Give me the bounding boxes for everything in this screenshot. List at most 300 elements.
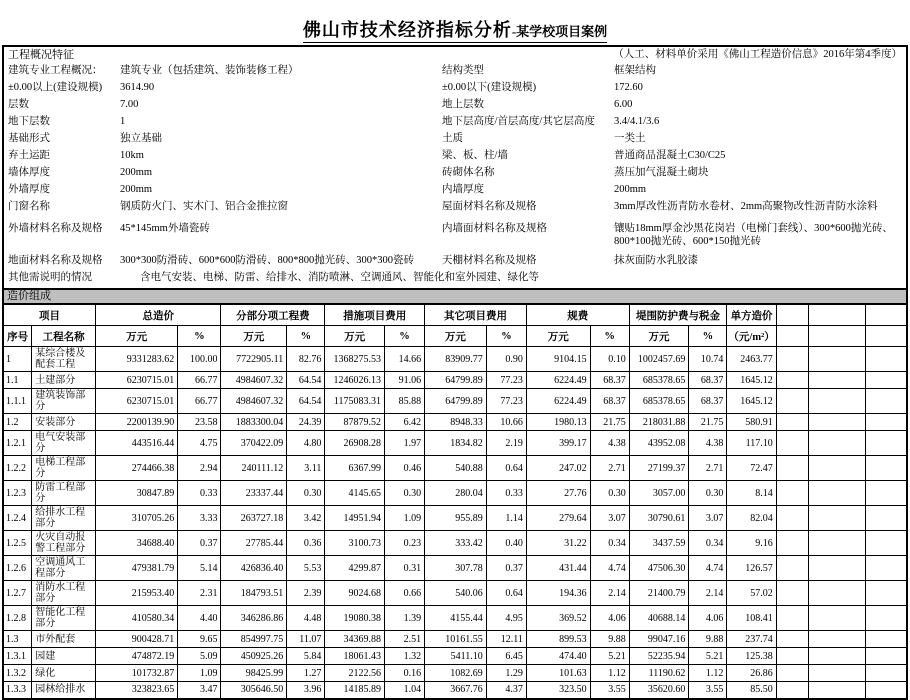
table-row	[3, 431, 907, 456]
value-cell: 0.30	[287, 481, 325, 506]
value-cell: 101732.87	[96, 665, 178, 682]
value-cell: 9331283.62	[96, 347, 178, 372]
value-cell: 4.38	[689, 431, 727, 456]
row-seq-cell: 1.3.1	[3, 648, 32, 665]
overview-row	[4, 80, 906, 97]
empty-cell	[808, 531, 866, 556]
overview-right-label: 结构类型	[442, 65, 484, 76]
empty-cell	[866, 556, 907, 581]
overview-right-value: 一类土	[614, 133, 646, 144]
value-cell: 323823.65	[96, 682, 178, 699]
overview-right-label: 天棚材料名称及规格	[442, 255, 537, 266]
overview-right-label: 地下层高度/首层高度/其它层高度	[442, 116, 595, 127]
overview-section-head	[4, 48, 906, 63]
value-cell: 399.17	[526, 431, 590, 456]
value-cell: 1.12	[590, 665, 629, 682]
value-cell: 26.86	[727, 665, 776, 682]
overview-left-value: 200mm	[120, 167, 153, 178]
empty-cell	[808, 481, 866, 506]
value-cell: 27785.44	[221, 531, 287, 556]
overview-right-value: 3mm厚改性沥青防水卷材、2mm高聚物改性沥青防水涂料	[614, 201, 878, 212]
value-cell: 4.40	[178, 606, 221, 631]
value-cell: 474872.19	[96, 648, 178, 665]
row-seq-cell: 1.3.3	[3, 682, 32, 699]
value-cell: 26908.28	[325, 431, 385, 456]
value-cell: 0.23	[384, 531, 424, 556]
overview-right-value: 6.00	[614, 99, 633, 110]
overview-header: 工程概况特征	[8, 49, 74, 61]
value-cell: 1.97	[384, 431, 424, 456]
table-row	[3, 389, 907, 414]
title-suffix: -某学校项目案例	[511, 24, 608, 39]
value-cell: 4.74	[689, 556, 727, 581]
sub-header-cell: 万元	[325, 326, 385, 347]
overview-left-value: 3614.90	[120, 82, 155, 93]
empty-cell	[776, 506, 808, 531]
value-cell: 0.90	[486, 347, 526, 372]
cost-table-head	[3, 304, 907, 347]
overview-right-value: 框架结构	[614, 65, 656, 76]
value-cell: 0.40	[486, 531, 526, 556]
value-cell: 0.30	[384, 481, 424, 506]
value-cell: 1645.12	[727, 389, 776, 414]
value-cell: 854997.75	[221, 631, 287, 648]
value-cell: 2.71	[689, 456, 727, 481]
value-cell: 218031.88	[629, 414, 689, 431]
empty-cell	[866, 682, 907, 699]
value-cell: 0.36	[287, 531, 325, 556]
value-cell: 6367.99	[325, 456, 385, 481]
value-cell: 27199.37	[629, 456, 689, 481]
value-cell: 11190.62	[629, 665, 689, 682]
value-cell: 0.16	[384, 665, 424, 682]
overview-right-label: 土质	[442, 133, 463, 144]
table-row	[3, 631, 907, 648]
value-cell: 0.33	[178, 481, 221, 506]
overview-left-label: 层数	[8, 99, 29, 110]
empty-cell	[776, 581, 808, 606]
row-seq-cell: 1.2	[3, 414, 32, 431]
value-cell: 1082.69	[425, 665, 487, 682]
row-seq-cell: 1.3	[3, 631, 32, 648]
overview-right-label: 内墙厚度	[442, 184, 484, 195]
value-cell: 35620.60	[629, 682, 689, 699]
value-cell: 307.78	[425, 556, 487, 581]
value-cell: 21400.79	[629, 581, 689, 606]
value-cell: 194.36	[526, 581, 590, 606]
empty-cell	[808, 648, 866, 665]
value-cell: 52235.94	[629, 648, 689, 665]
value-cell: 1.09	[384, 506, 424, 531]
value-cell: 1.04	[384, 682, 424, 699]
empty-cell	[866, 531, 907, 556]
value-cell: 1368275.53	[325, 347, 385, 372]
value-cell: 2.14	[689, 581, 727, 606]
overview-right-label: ±0.00以下(建设规模)	[442, 82, 537, 93]
value-cell: 9.16	[727, 531, 776, 556]
value-cell: 8948.33	[425, 414, 487, 431]
empty-cell	[866, 347, 907, 372]
table-row	[3, 531, 907, 556]
value-cell: 1980.13	[526, 414, 590, 431]
overview-left-value: 200mm	[120, 184, 153, 195]
value-cell: 77.23	[486, 372, 526, 389]
value-cell: 310705.26	[96, 506, 178, 531]
value-cell: 6.45	[486, 648, 526, 665]
overview-left-label: 地下层数	[8, 116, 50, 127]
value-cell: 1002457.69	[629, 347, 689, 372]
sub-header-cell: （元/m²）	[727, 326, 776, 347]
overview-row	[4, 97, 906, 114]
value-cell: 6230715.01	[96, 372, 178, 389]
cost-section-header: 造价组成	[2, 290, 908, 303]
empty-cell	[776, 631, 808, 648]
value-cell: 0.31	[384, 556, 424, 581]
value-cell: 5.21	[590, 648, 629, 665]
value-cell: 117.10	[727, 431, 776, 456]
value-cell: 4.74	[590, 556, 629, 581]
overview-rows	[4, 63, 906, 270]
value-cell: 4299.87	[325, 556, 385, 581]
value-cell: 101.63	[526, 665, 590, 682]
value-cell: 0.64	[486, 456, 526, 481]
empty-cell	[866, 648, 907, 665]
value-cell: 64799.89	[425, 372, 487, 389]
project-name-cell: 防雷工程部分	[32, 481, 96, 506]
overview-left-label: 基础形式	[8, 133, 50, 144]
value-cell: 685378.65	[629, 372, 689, 389]
project-name-cell: 绿化	[32, 665, 96, 682]
overview-right-label: 屋面材料名称及规格	[442, 201, 537, 212]
overview-row	[4, 182, 906, 199]
empty-cell	[776, 648, 808, 665]
row-seq-cell: 1.2.3	[3, 481, 32, 506]
value-cell: 899.53	[526, 631, 590, 648]
value-cell: 6.42	[384, 414, 424, 431]
value-cell: 240111.12	[221, 456, 287, 481]
group-header-empty-cell	[808, 304, 866, 326]
value-cell: 184793.51	[221, 581, 287, 606]
table-row	[3, 347, 907, 372]
value-cell: 215953.40	[96, 581, 178, 606]
group-header-cell: 单方造价	[727, 304, 776, 326]
value-cell: 4984607.32	[221, 389, 287, 414]
empty-cell	[808, 606, 866, 631]
table-row	[3, 456, 907, 481]
value-cell: 3057.00	[629, 481, 689, 506]
overview-left-label: 地面材料名称及规格	[8, 255, 103, 266]
sub-header-cell: 万元	[629, 326, 689, 347]
value-cell: 333.42	[425, 531, 487, 556]
empty-cell	[776, 414, 808, 431]
value-cell: 4.37	[486, 682, 526, 699]
value-cell: 30847.89	[96, 481, 178, 506]
empty-cell	[776, 431, 808, 456]
value-cell: 247.02	[526, 456, 590, 481]
group-header-cell: 其它项目费用	[425, 304, 527, 326]
value-cell: 263727.18	[221, 506, 287, 531]
overview-left-label: 门窗名称	[8, 201, 50, 212]
value-cell: 23.58	[178, 414, 221, 431]
value-cell: 8.14	[727, 481, 776, 506]
value-cell: 900428.71	[96, 631, 178, 648]
value-cell: 3.55	[590, 682, 629, 699]
value-cell: 0.30	[689, 481, 727, 506]
value-cell: 5.21	[689, 648, 727, 665]
price-source-note: （人工、材料单价采用《佛山工程造价信息》2016年第4季度）	[613, 49, 902, 60]
overview-right-value: 抹灰面防水乳胶漆	[614, 255, 698, 266]
value-cell: 9.88	[689, 631, 727, 648]
project-name-cell: 智能化工程部分	[32, 606, 96, 631]
value-cell: 10.66	[486, 414, 526, 431]
overview-section	[2, 45, 908, 290]
value-cell: 64.54	[287, 389, 325, 414]
value-cell: 426836.40	[221, 556, 287, 581]
cost-table	[2, 303, 908, 700]
group-header-cell: 项目	[3, 304, 96, 326]
overview-row	[4, 253, 906, 270]
value-cell: 369.52	[526, 606, 590, 631]
overview-row	[4, 221, 906, 248]
overview-left-value: 建筑专业（包括建筑、装饰装修工程）	[120, 65, 299, 76]
overview-right-label: 内墙面材料名称及规格	[442, 223, 547, 234]
value-cell: 4.95	[486, 606, 526, 631]
sub-header-cell: 工程名称	[32, 326, 96, 347]
value-cell: 450925.26	[221, 648, 287, 665]
table-row	[3, 556, 907, 581]
row-seq-cell: 1.1.1	[3, 389, 32, 414]
empty-cell	[808, 556, 866, 581]
empty-cell	[808, 372, 866, 389]
overview-left-value: 1	[120, 116, 126, 127]
group-header-empty-cell	[776, 304, 808, 326]
value-cell: 4145.65	[325, 481, 385, 506]
value-cell: 126.57	[727, 556, 776, 581]
empty-cell	[866, 456, 907, 481]
table-row	[3, 581, 907, 606]
project-name-cell: 电气安装部分	[32, 431, 96, 456]
value-cell: 6224.49	[526, 389, 590, 414]
value-cell: 2.14	[590, 581, 629, 606]
value-cell: 3.96	[287, 682, 325, 699]
row-seq-cell: 1.3.2	[3, 665, 32, 682]
overview-right-label: 地上层数	[442, 99, 484, 110]
value-cell: 7722905.11	[221, 347, 287, 372]
sub-header-cell: 序号	[3, 326, 32, 347]
value-cell: 6230715.01	[96, 389, 178, 414]
overview-left-value: 300*300防滑砖、600*600防滑砖、800*800抛光砖、300*300瓷砖	[120, 255, 414, 266]
value-cell: 31.22	[526, 531, 590, 556]
value-cell: 0.33	[486, 481, 526, 506]
value-cell: 2200139.90	[96, 414, 178, 431]
sub-header-cell: %	[486, 326, 526, 347]
value-cell: 540.88	[425, 456, 487, 481]
overview-left-label: 弃土运距	[8, 150, 50, 161]
value-cell: 24.39	[287, 414, 325, 431]
value-cell: 23337.44	[221, 481, 287, 506]
sub-header-cell: 万元	[425, 326, 487, 347]
table-row	[3, 606, 907, 631]
value-cell: 64.54	[287, 372, 325, 389]
overview-other-row	[4, 270, 906, 286]
row-seq-cell: 1.2.1	[3, 431, 32, 456]
value-cell: 1883300.04	[221, 414, 287, 431]
overview-row	[4, 63, 906, 80]
value-cell: 5.84	[287, 648, 325, 665]
row-seq-cell: 1.2.6	[3, 556, 32, 581]
value-cell: 3.47	[178, 682, 221, 699]
project-name-cell: 空调通风工程部分	[32, 556, 96, 581]
empty-cell	[776, 531, 808, 556]
value-cell: 2.51	[384, 631, 424, 648]
value-cell: 4.38	[590, 431, 629, 456]
overview-right-value: 镶贴18mm厚金沙黑花岗岩（电梯门套线）、300*600抛光砖、800*100抛光砖、600*150抛光砖	[614, 223, 893, 247]
project-name-cell: 安装部分	[32, 414, 96, 431]
overview-right-value: 蒸压加气混凝土砌块	[614, 167, 709, 178]
group-header-empty-cell	[866, 304, 907, 326]
value-cell: 12.11	[486, 631, 526, 648]
row-seq-cell: 1	[3, 347, 32, 372]
row-seq-cell: 1.2.8	[3, 606, 32, 631]
project-name-cell: 电梯工程部分	[32, 456, 96, 481]
overview-left-label: 墙体厚度	[8, 167, 50, 178]
value-cell: 91.06	[384, 372, 424, 389]
value-cell: 9.88	[590, 631, 629, 648]
value-cell: 323.50	[526, 682, 590, 699]
value-cell: 5.09	[178, 648, 221, 665]
overview-row	[4, 148, 906, 165]
empty-cell	[866, 389, 907, 414]
value-cell: 410580.34	[96, 606, 178, 631]
value-cell: 305646.50	[221, 682, 287, 699]
project-name-cell: 某综合楼及配套工程	[32, 347, 96, 372]
value-cell: 274466.38	[96, 456, 178, 481]
overview-row	[4, 165, 906, 182]
sub-header-empty-cell	[776, 326, 808, 347]
project-name-cell: 土建部分	[32, 372, 96, 389]
empty-cell	[808, 682, 866, 699]
empty-cell	[808, 631, 866, 648]
value-cell: 64799.89	[425, 389, 487, 414]
value-cell: 21.75	[590, 414, 629, 431]
value-cell: 3.42	[287, 506, 325, 531]
value-cell: 1.14	[486, 506, 526, 531]
value-cell: 4.06	[590, 606, 629, 631]
value-cell: 479381.79	[96, 556, 178, 581]
value-cell: 2.31	[178, 581, 221, 606]
empty-cell	[808, 665, 866, 682]
empty-cell	[776, 347, 808, 372]
project-name-cell: 园建	[32, 648, 96, 665]
overview-right-label: 梁、板、柱/墙	[442, 150, 508, 161]
value-cell: 2.39	[287, 581, 325, 606]
value-cell: 280.04	[425, 481, 487, 506]
value-cell: 72.47	[727, 456, 776, 481]
value-cell: 0.30	[590, 481, 629, 506]
value-cell: 0.66	[384, 581, 424, 606]
empty-cell	[808, 581, 866, 606]
sub-header-cell: %	[689, 326, 727, 347]
overview-row	[4, 131, 906, 148]
empty-cell	[776, 556, 808, 581]
value-cell: 3.55	[689, 682, 727, 699]
value-cell: 5.14	[178, 556, 221, 581]
overview-left-value: 钢质防火门、实木门、铝合金推拉窗	[120, 201, 288, 212]
value-cell: 43952.08	[629, 431, 689, 456]
value-cell: 1.29	[486, 665, 526, 682]
value-cell: 100.00	[178, 347, 221, 372]
value-cell: 85.88	[384, 389, 424, 414]
value-cell: 1.09	[178, 665, 221, 682]
value-cell: 5411.10	[425, 648, 487, 665]
value-cell: 10161.55	[425, 631, 487, 648]
overview-left-value: 45*145mm外墙瓷砖	[120, 223, 210, 234]
overview-left-value: 7.00	[120, 99, 139, 110]
table-row	[3, 506, 907, 531]
table-row	[3, 414, 907, 431]
value-cell: 346286.86	[221, 606, 287, 631]
value-cell: 1246026.13	[325, 372, 385, 389]
cost-table-group-header-row	[3, 304, 907, 326]
value-cell: 14951.94	[325, 506, 385, 531]
value-cell: 685378.65	[629, 389, 689, 414]
row-seq-cell: 1.2.4	[3, 506, 32, 531]
project-name-cell: 火灾自动报警工程部分	[32, 531, 96, 556]
project-name-cell: 建筑装饰部分	[32, 389, 96, 414]
sub-header-cell: %	[178, 326, 221, 347]
value-cell: 1.27	[287, 665, 325, 682]
value-cell: 10.74	[689, 347, 727, 372]
sub-header-cell: %	[384, 326, 424, 347]
value-cell: 68.37	[590, 389, 629, 414]
empty-cell	[866, 431, 907, 456]
row-seq-cell: 1.1	[3, 372, 32, 389]
empty-cell	[866, 372, 907, 389]
value-cell: 0.46	[384, 456, 424, 481]
sub-header-empty-cell	[808, 326, 866, 347]
sub-header-cell: 万元	[526, 326, 590, 347]
project-name-cell: 消防水工程部分	[32, 581, 96, 606]
empty-cell	[866, 481, 907, 506]
value-cell: 3100.73	[325, 531, 385, 556]
overview-row	[4, 114, 906, 131]
value-cell: 1834.82	[425, 431, 487, 456]
sub-header-cell: %	[287, 326, 325, 347]
value-cell: 68.37	[590, 372, 629, 389]
value-cell: 82.04	[727, 506, 776, 531]
value-cell: 47506.30	[629, 556, 689, 581]
table-row	[3, 648, 907, 665]
value-cell: 540.06	[425, 581, 487, 606]
value-cell: 1.12	[689, 665, 727, 682]
value-cell: 237.74	[727, 631, 776, 648]
value-cell: 4.06	[689, 606, 727, 631]
value-cell: 18061.43	[325, 648, 385, 665]
overview-left-value: 10km	[120, 150, 144, 161]
value-cell: 0.10	[590, 347, 629, 372]
empty-cell	[776, 481, 808, 506]
empty-cell	[776, 389, 808, 414]
value-cell: 4984607.32	[221, 372, 287, 389]
value-cell: 11.07	[287, 631, 325, 648]
value-cell: 3667.76	[425, 682, 487, 699]
overview-right-value: 3.4/4.1/3.6	[614, 116, 660, 127]
value-cell: 87879.52	[325, 414, 385, 431]
value-cell: 21.75	[689, 414, 727, 431]
value-cell: 66.77	[178, 389, 221, 414]
value-cell: 6224.49	[526, 372, 590, 389]
empty-cell	[866, 581, 907, 606]
